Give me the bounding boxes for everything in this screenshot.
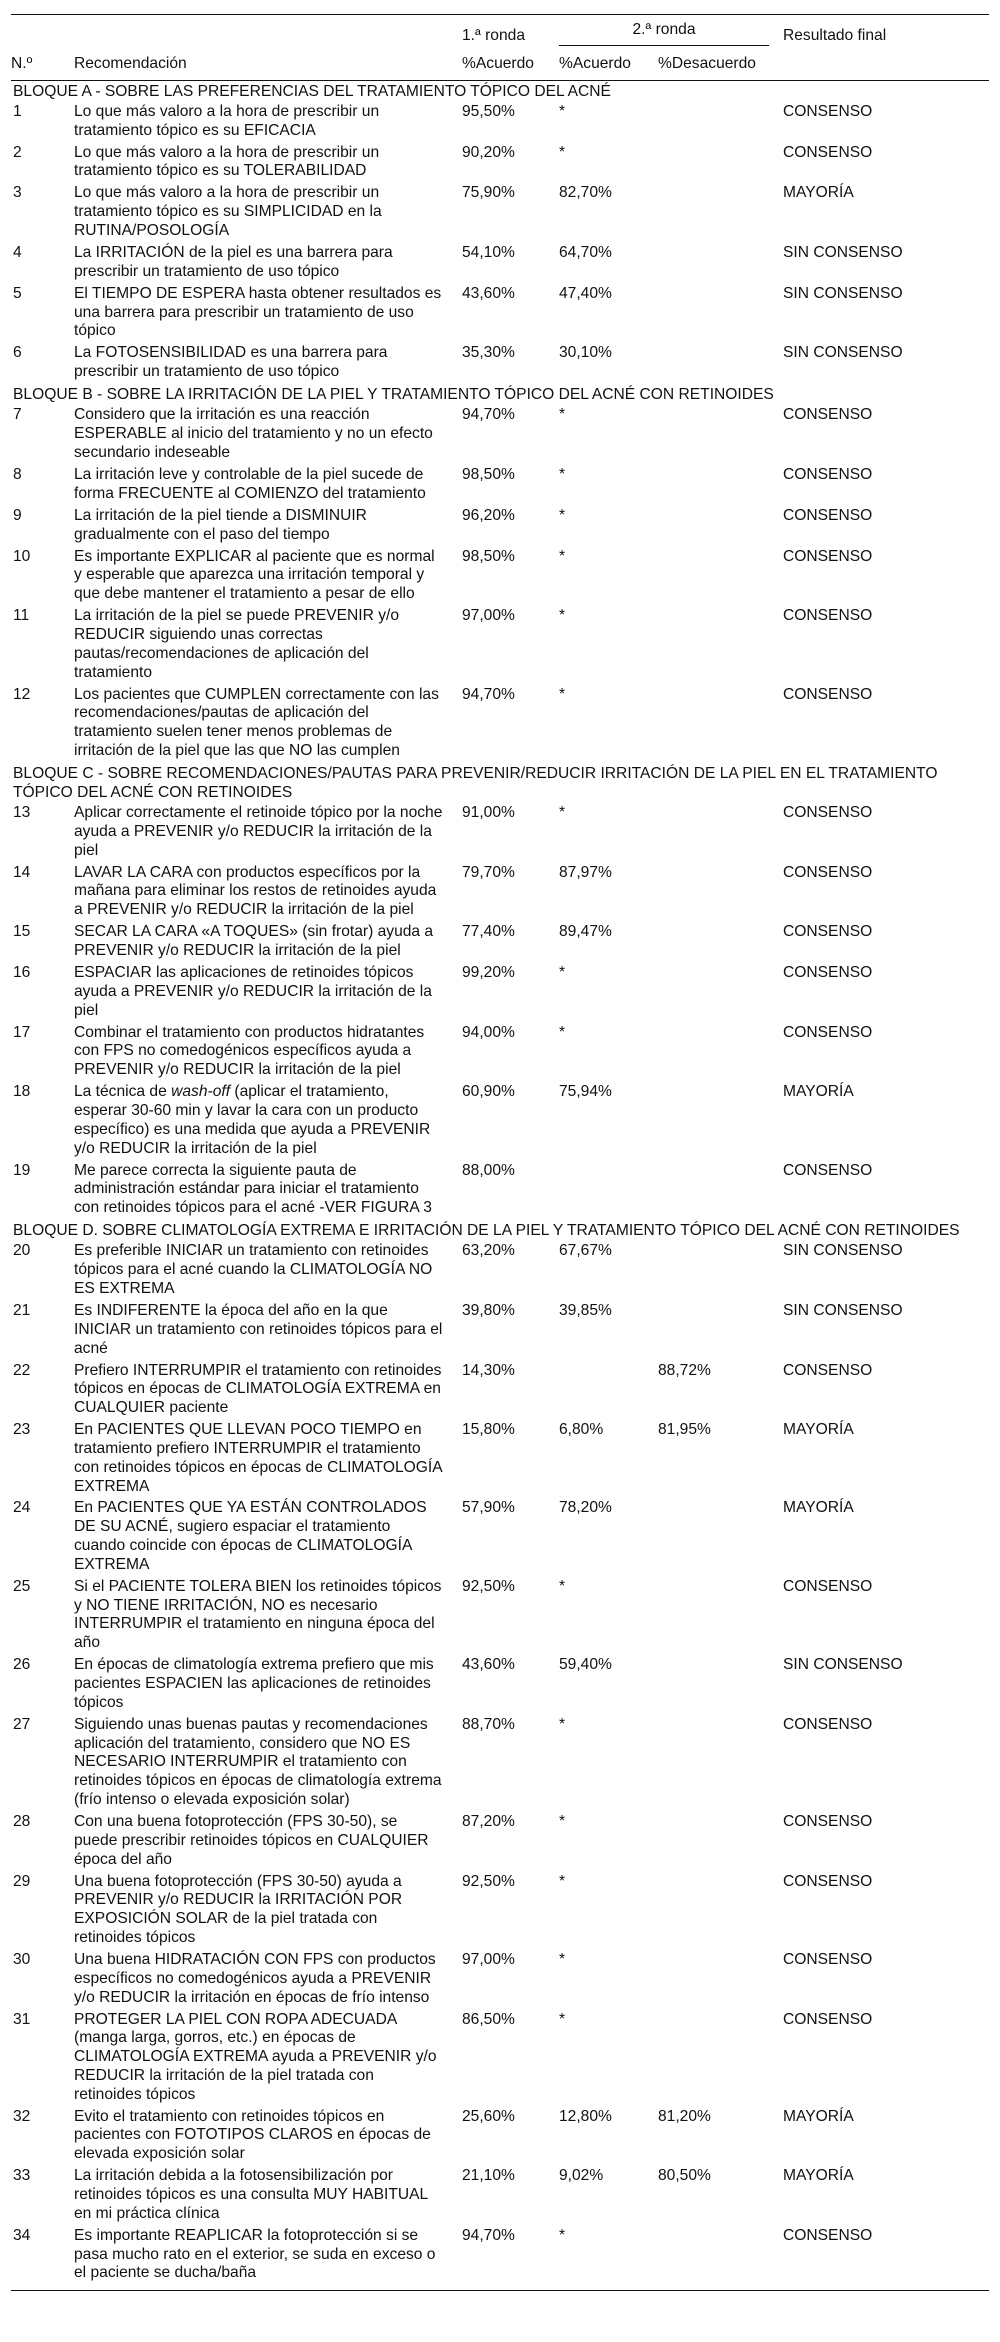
row-number: 34 <box>11 2226 74 2291</box>
round2-agree: 6,80% <box>559 1421 604 1439</box>
round1-agree: 99,20% <box>462 963 515 981</box>
round1-agree: 57,90% <box>462 1499 515 1517</box>
row-number: 13 <box>13 804 31 822</box>
final-result: CONSENSO <box>783 804 873 822</box>
row-number: 11 <box>13 607 30 625</box>
row-number: 15 <box>13 923 31 941</box>
table-row <box>11 1301 989 1361</box>
header-row-rounds <box>11 15 989 51</box>
round2-disagree <box>658 506 783 547</box>
row-number: 32 <box>13 2107 31 2125</box>
round1-agree: 39,80% <box>462 1301 515 1319</box>
recommendation-text: Evito el tratamiento con retinoides tópicos en pacientes con FOTOTIPOS CLAROS en épocas de elevada exposición solar <box>74 2107 431 2163</box>
recommendation-text: Es INDIFERENTE la época del año en la que INICIAR un tratamiento con retinoides tópicos para el acné <box>74 1301 443 1357</box>
round1-agree: 21,10% <box>462 2167 515 2185</box>
table-row <box>11 963 989 1023</box>
round2-agree: 87,97% <box>559 863 612 881</box>
round2-agree: 59,40% <box>559 1656 612 1674</box>
recommendation-text: En PACIENTES QUE LLEVAN POCO TIEMPO en tratamiento prefiero INTERRUMPIR el tratamiento con retinoides tópicos en épocas de CLIMATOLOGÍA EXTREMA <box>74 1421 442 1495</box>
row-number: 2 <box>13 143 22 161</box>
row-number: 17 <box>13 1023 31 1041</box>
round2-disagree <box>658 2226 783 2291</box>
round2-agree: 12,80% <box>559 2107 612 2125</box>
table-row <box>11 2226 989 2291</box>
row-number: 28 <box>13 1812 31 1830</box>
round2-disagree <box>658 1241 783 1301</box>
header-row-columns <box>11 51 989 80</box>
recommendation-text: Es importante REAPLICAR la fotoprotección si se pasa mucho rato en el exterior, se suda en exceso o el paciente se ducha/baña <box>74 2226 462 2291</box>
row-number: 10 <box>13 547 31 565</box>
recommendation-text-part: (aplicar el tratamiento, esperar 30-60 min y lavar la cara con un producto específico) es una medida que ayuda a PREVENIR y/o REDUCIR la irritación de la piel <box>74 1083 431 1157</box>
recommendation-text: SECAR LA CARA «A TOQUES» (sin frotar) ayuda a PREVENIR y/o REDUCIR la irritación de la piel <box>74 923 434 959</box>
round2-disagree <box>658 1872 783 1950</box>
round2-agree: 47,40% <box>559 284 612 302</box>
table-row <box>11 284 989 344</box>
final-result: CONSENSO <box>783 607 873 625</box>
recommendation-text: La FOTOSENSIBILIDAD es una barrera para prescribir un tratamiento de uso tópico <box>74 344 388 381</box>
recommendation-text: Combinar el tratamiento con productos hidratantes con FPS no comedogénicos específicos ayuda a PREVENIR y/o REDUCIR la irritación de la piel <box>74 1023 425 1079</box>
header-agree-round2: %Acuerdo <box>559 51 658 80</box>
round2-agree: * <box>559 804 566 822</box>
header-result: Resultado final <box>783 15 989 51</box>
final-result: MAYORÍA <box>783 184 854 202</box>
round2-agree: 82,70% <box>559 184 612 202</box>
round1-agree: 97,00% <box>462 607 515 625</box>
round1-agree: 90,20% <box>462 143 515 161</box>
table-row <box>11 1950 989 2010</box>
round1-agree: 91,00% <box>462 804 515 822</box>
final-result: MAYORÍA <box>783 1083 854 1101</box>
recommendation-text-emphasis: wash-off <box>171 1083 231 1101</box>
final-result: CONSENSO <box>783 506 873 524</box>
table-row <box>11 2107 989 2167</box>
recommendation-text: ESPACIAR las aplicaciones de retinoides tópicos ayuda a PREVENIR y/o REDUCIR la irritación de la piel <box>74 963 432 1019</box>
round2-disagree <box>658 1950 783 2010</box>
table-row <box>11 1812 989 1872</box>
round1-agree: 86,50% <box>462 2010 515 2028</box>
table-row <box>11 547 989 607</box>
round2-disagree: 88,72% <box>658 1361 711 1379</box>
round2-disagree <box>658 1161 783 1221</box>
consensus-table <box>11 14 989 2291</box>
round2-agree: 78,20% <box>559 1499 612 1517</box>
table-row <box>11 803 989 863</box>
table-row <box>11 405 989 465</box>
final-result: SIN CONSENSO <box>783 1301 903 1319</box>
round2-disagree <box>658 1023 783 1083</box>
section-title: BLOQUE B - SOBRE LA IRRITACIÓN DE LA PIEL Y TRATAMIENTO TÓPICO DEL ACNÉ CON RETINOIDES <box>13 386 774 404</box>
round1-agree: 54,10% <box>462 244 515 262</box>
final-result: SIN CONSENSO <box>783 244 903 262</box>
round2-disagree: 81,95% <box>658 1421 711 1439</box>
round1-agree: 88,00% <box>462 1161 515 1179</box>
row-number: 7 <box>13 406 22 424</box>
round2-disagree <box>658 405 783 465</box>
header-round2-label: 2.ª ronda <box>559 21 769 46</box>
row-number: 6 <box>13 344 22 362</box>
header-round2 <box>559 15 783 51</box>
round1-agree: 98,50% <box>462 466 515 484</box>
final-result: CONSENSO <box>783 547 873 565</box>
table-row <box>11 343 989 384</box>
table-row <box>11 1872 989 1950</box>
round2-agree: 9,02% <box>559 2167 604 2185</box>
recommendation-text: Me parece correcta la siguiente pauta de administración estándar para iniciar el tratamiento con retinoides tópicos para el acné -VER FIGURA 3 <box>74 1161 432 1217</box>
recommendation-text: Prefiero INTERRUMPIR el tratamiento con retinoides tópicos en épocas de CLIMATOLOGÍA EXTREMA en CUALQUIER paciente <box>74 1361 442 1417</box>
round1-agree: 75,90% <box>462 184 515 202</box>
row-number: 31 <box>13 2010 31 2028</box>
row-number: 23 <box>13 1421 31 1439</box>
row-number: 19 <box>13 1161 31 1179</box>
round2-disagree <box>658 243 783 284</box>
round2-agree <box>559 1161 658 1221</box>
final-result: CONSENSO <box>783 406 873 424</box>
recommendation-text: En PACIENTES QUE YA ESTÁN CONTROLADOS DE SU ACNÉ, sugiero espaciar el tratamiento cuando coincide con épocas de CLIMATOLOGÍA EXTREMA <box>74 1499 427 1573</box>
recommendation-text: Considero que la irritación es una reacción ESPERABLE al inicio del tratamiento y no un efecto secundario indeseable <box>74 406 433 462</box>
round2-agree: 75,94% <box>559 1083 612 1101</box>
round2-disagree <box>658 284 783 344</box>
round2-disagree <box>658 343 783 384</box>
round1-agree: 94,00% <box>462 1023 515 1041</box>
table-row <box>11 2166 989 2226</box>
round2-disagree: 81,20% <box>658 2107 711 2125</box>
section-title: BLOQUE D. SOBRE CLIMATOLOGÍA EXTREMA E IRRITACIÓN DE LA PIEL Y TRATAMIENTO TÓPICO DEL ACNÉ CON RETINOIDES <box>13 1222 960 1240</box>
round2-agree: * <box>559 1812 566 1830</box>
round1-agree: 35,30% <box>462 344 515 362</box>
table-row <box>11 183 989 243</box>
section-header-row <box>11 384 989 405</box>
round2-disagree: 80,50% <box>658 2167 711 2185</box>
table-row <box>11 102 989 143</box>
round1-agree: 94,70% <box>462 2226 559 2291</box>
table-row <box>11 1420 989 1498</box>
header-recommendation: Recomendación <box>74 51 462 80</box>
round2-disagree <box>658 606 783 684</box>
final-result: CONSENSO <box>783 963 873 981</box>
row-number: 8 <box>13 466 22 484</box>
round2-agree: 89,47% <box>559 923 612 941</box>
table-row <box>11 143 989 184</box>
table-row <box>11 922 989 963</box>
table-row <box>11 465 989 506</box>
section-title: BLOQUE C - SOBRE RECOMENDACIONES/PAUTAS PARA PREVENIR/REDUCIR IRRITACIÓN DE LA PIEL EN EL TRATAMIENTO TÓPICO DEL ACNÉ CON RETINOIDES <box>13 764 938 801</box>
round2-disagree <box>658 547 783 607</box>
round2-agree: * <box>559 685 566 703</box>
round2-disagree <box>658 803 783 863</box>
round1-agree: 92,50% <box>462 1577 515 1595</box>
row-number: 16 <box>13 963 31 981</box>
row-number: 22 <box>13 1361 31 1379</box>
row-number: 26 <box>13 1656 31 1674</box>
round1-agree: 79,70% <box>462 863 515 881</box>
header-round1: 1.ª ronda <box>462 15 559 51</box>
round1-agree: 60,90% <box>462 1083 515 1101</box>
recommendation-text: PROTEGER LA PIEL CON ROPA ADECUADA (manga larga, gorros, etc.) en épocas de CLIMATOLOGÍA EXTREMA ayuda a PREVENIR y/o REDUCIR la irritación de la piel tratada con retinoides tópicos <box>74 2010 437 2103</box>
recommendation-text: Es importante EXPLICAR al paciente que es normal y esperable que aparezca una irritación temporal y que debe mantener el tratamiento a pesar de ello <box>74 547 435 603</box>
final-result: CONSENSO <box>783 2010 873 2028</box>
header-agree-round1: %Acuerdo <box>462 51 559 80</box>
round2-disagree <box>658 2010 783 2107</box>
table-row <box>11 1082 989 1160</box>
recommendation-text: Aplicar correctamente el retinoide tópico por la noche ayuda a PREVENIR y/o REDUCIR la irritación de la piel <box>74 804 443 859</box>
final-result: MAYORÍA <box>783 2167 854 2185</box>
round2-agree: 30,10% <box>559 344 612 362</box>
recommendation-text: LAVAR LA CARA con productos específicos por la mañana para eliminar los restos de retinoides ayuda a PREVENIR y/o REDUCIR la irritación de la piel <box>74 863 437 919</box>
consensus-table-container <box>11 0 989 2291</box>
round2-disagree <box>658 102 783 143</box>
round1-agree: 87,20% <box>462 1812 515 1830</box>
round2-disagree <box>658 1655 783 1715</box>
row-number: 3 <box>13 184 22 202</box>
table-row <box>11 1161 989 1221</box>
table-row <box>11 1361 989 1421</box>
row-number: 30 <box>13 1950 31 1968</box>
final-result: CONSENSO <box>783 1023 873 1041</box>
round2-agree: * <box>559 143 566 161</box>
table-row <box>11 506 989 547</box>
final-result: CONSENSO <box>783 1361 873 1379</box>
table-row <box>11 1023 989 1083</box>
row-number: 21 <box>13 1301 31 1319</box>
recommendation-text: Los pacientes que CUMPLEN correctamente con las recomendaciones/pautas de aplicación del tratamiento suelen tener menos problemas de irritación de la piel que las que NO las cumplen <box>74 685 439 759</box>
round2-disagree <box>658 863 783 923</box>
round1-agree: 14,30% <box>462 1361 515 1379</box>
row-number: 5 <box>13 284 22 302</box>
round1-agree: 15,80% <box>462 1421 515 1439</box>
round1-agree: 63,20% <box>462 1242 515 1260</box>
recommendation-text: En épocas de climatología extrema prefiero que mis pacientes ESPACIEN las aplicaciones de retinoides tópicos <box>74 1656 434 1711</box>
recommendation-text: Lo que más valoro a la hora de prescribir un tratamiento tópico es su EFICACIA <box>74 102 380 139</box>
table-row <box>11 863 989 923</box>
round1-agree: 88,70% <box>462 1715 515 1733</box>
final-result: SIN CONSENSO <box>783 344 903 362</box>
final-result: MAYORÍA <box>783 1499 854 1517</box>
round1-agree: 98,50% <box>462 547 515 565</box>
table-body <box>11 80 989 2291</box>
table-row <box>11 243 989 284</box>
round2-agree: 64,70% <box>559 244 612 262</box>
section-header-row <box>11 80 989 102</box>
final-result: CONSENSO <box>783 1577 873 1595</box>
recommendation-text <box>74 1082 462 1160</box>
round2-disagree <box>658 1301 783 1361</box>
section-header-row <box>11 1220 989 1241</box>
final-result: SIN CONSENSO <box>783 1242 903 1260</box>
table-row <box>11 1241 989 1301</box>
final-result: CONSENSO <box>783 923 873 941</box>
table-row <box>11 685 989 763</box>
final-result: CONSENSO <box>783 1872 873 1890</box>
row-number: 25 <box>13 1577 31 1595</box>
round2-agree: * <box>559 406 566 424</box>
round2-disagree <box>658 1498 783 1576</box>
round2-disagree <box>658 1082 783 1160</box>
row-number: 29 <box>13 1872 31 1890</box>
final-result: CONSENSO <box>783 685 873 703</box>
round2-agree <box>559 1361 658 1421</box>
round2-disagree <box>658 1715 783 1812</box>
recommendation-text-part: La técnica de <box>74 1083 172 1101</box>
final-result: CONSENSO <box>783 863 873 881</box>
round2-agree: * <box>559 1023 566 1041</box>
round2-disagree <box>658 465 783 506</box>
row-number: 9 <box>13 506 22 524</box>
table-row <box>11 606 989 684</box>
round2-agree: * <box>559 506 566 524</box>
round2-agree: * <box>559 2226 658 2291</box>
row-number: 18 <box>13 1083 31 1101</box>
recommendation-text: La irritación debida a la fotosensibilización por retinoides tópicos es una consulta MUY HABITUAL en mi práctica clínica <box>74 2167 428 2222</box>
row-number: 12 <box>13 685 31 703</box>
recommendation-text: La IRRITACIÓN de la piel es una barrera para prescribir un tratamiento de uso tópico <box>74 244 393 280</box>
table-row <box>11 2010 989 2107</box>
final-result: CONSENSO <box>783 102 873 120</box>
round2-agree: * <box>559 2010 566 2028</box>
row-number: 14 <box>13 863 31 881</box>
final-result: CONSENSO <box>783 466 873 484</box>
round2-agree: * <box>559 1577 566 1595</box>
section-title: BLOQUE A - SOBRE LAS PREFERENCIAS DEL TRATAMIENTO TÓPICO DEL ACNÉ <box>13 82 611 100</box>
recommendation-text: Lo que más valoro a la hora de prescribir un tratamiento tópico es su SIMPLICIDAD en la RUTINA/POSOLOGÍA <box>74 184 382 240</box>
round2-agree: * <box>559 963 566 981</box>
round2-agree: 67,67% <box>559 1242 612 1260</box>
table-row <box>11 1498 989 1576</box>
round2-disagree <box>658 1812 783 1872</box>
round1-agree: 92,50% <box>462 1872 515 1890</box>
round2-disagree <box>658 963 783 1023</box>
round2-agree: * <box>559 102 566 120</box>
header-disagree-round2: %Desacuerdo <box>658 51 783 80</box>
recommendation-text: Es preferible INICIAR un tratamiento con retinoides tópicos para el acné cuando la CLIMATOLOGÍA NO ES EXTREMA <box>74 1242 433 1297</box>
recommendation-text: Una buena fotoprotección (FPS 30-50) ayuda a PREVENIR y/o REDUCIR la IRRITACIÓN POR EXPOSICIÓN SOLAR de la piel tratada con retinoides tópicos <box>74 1872 403 1946</box>
round2-agree: * <box>559 1872 566 1890</box>
round2-agree: * <box>559 547 566 565</box>
round1-agree: 94,70% <box>462 406 515 424</box>
round1-agree: 95,50% <box>462 102 515 120</box>
row-number: 27 <box>13 1715 31 1733</box>
recommendation-text: El TIEMPO DE ESPERA hasta obtener resultados es una barrera para prescribir un tratamiento de uso tópico <box>74 284 442 340</box>
final-result: CONSENSO <box>783 1715 873 1733</box>
final-result: CONSENSO <box>783 2226 989 2291</box>
round2-agree: * <box>559 1950 566 1968</box>
row-number: 20 <box>13 1242 31 1260</box>
final-result: MAYORÍA <box>783 1421 854 1439</box>
round2-disagree <box>658 183 783 243</box>
final-result: SIN CONSENSO <box>783 284 903 302</box>
final-result: CONSENSO <box>783 1950 873 1968</box>
round2-disagree <box>658 1577 783 1655</box>
round2-agree: * <box>559 1715 566 1733</box>
recommendation-text: La irritación de la piel tiende a DISMINUIR gradualmente con el paso del tiempo <box>74 506 367 543</box>
round1-agree: 43,60% <box>462 1656 515 1674</box>
header-num: N.º <box>11 51 74 80</box>
round2-agree: * <box>559 466 566 484</box>
round1-agree: 43,60% <box>462 284 515 302</box>
round1-agree: 25,60% <box>462 2107 515 2125</box>
recommendation-text: La irritación leve y controlable de la piel sucede de forma FRECUENTE al COMIENZO del tratamiento <box>74 466 426 502</box>
round2-disagree <box>658 685 783 763</box>
recommendation-text: Si el PACIENTE TOLERA BIEN los retinoides tópicos y NO TIENE IRRITACIÓN, NO es necesario INTERRUMPIR el tratamiento en ninguna época del año <box>74 1577 442 1652</box>
table-row <box>11 1715 989 1812</box>
table-row <box>11 1577 989 1655</box>
round2-disagree <box>658 143 783 184</box>
recommendation-text: Con una buena fotoprotección (FPS 30-50), se puede prescribir retinoides tópicos en CUALQUIER época del año <box>74 1812 429 1868</box>
section-header-row <box>11 763 989 803</box>
round1-agree: 94,70% <box>462 685 515 703</box>
final-result: MAYORÍA <box>783 2107 854 2125</box>
recommendation-text: Una buena HIDRATACIÓN CON FPS con productos específicos no comedogénicos ayuda a PREVENIR y/o REDUCIR la irritación en épocas de frío intenso <box>74 1950 436 2006</box>
round2-disagree <box>658 922 783 963</box>
row-number: 33 <box>13 2167 31 2185</box>
final-result: CONSENSO <box>783 1161 873 1179</box>
final-result: SIN CONSENSO <box>783 1656 903 1674</box>
recommendation-text: La irritación de la piel se puede PREVENIR y/o REDUCIR siguiendo unas correctas pautas/recomendaciones de aplicación del tratamiento <box>74 607 400 681</box>
table-row <box>11 1655 989 1715</box>
recommendation-text: Siguiendo unas buenas pautas y recomendaciones aplicación del tratamiento, considero que NO ES NECESARIO INTERRUMPIR el tratamiento con retinoides tópicos en épocas de climatología extrema (frío intenso o elevada exposición solar) <box>74 1715 442 1808</box>
row-number: 1 <box>13 102 22 120</box>
round1-agree: 96,20% <box>462 506 515 524</box>
round2-agree: 39,85% <box>559 1301 612 1319</box>
row-number: 24 <box>13 1499 31 1517</box>
round1-agree: 77,40% <box>462 923 515 941</box>
row-number: 4 <box>13 244 22 262</box>
final-result: CONSENSO <box>783 143 873 161</box>
final-result: CONSENSO <box>783 1812 873 1830</box>
round1-agree: 97,00% <box>462 1950 515 1968</box>
recommendation-text: Lo que más valoro a la hora de prescribir un tratamiento tópico es su TOLERABILIDAD <box>74 143 380 180</box>
round2-agree: * <box>559 607 566 625</box>
